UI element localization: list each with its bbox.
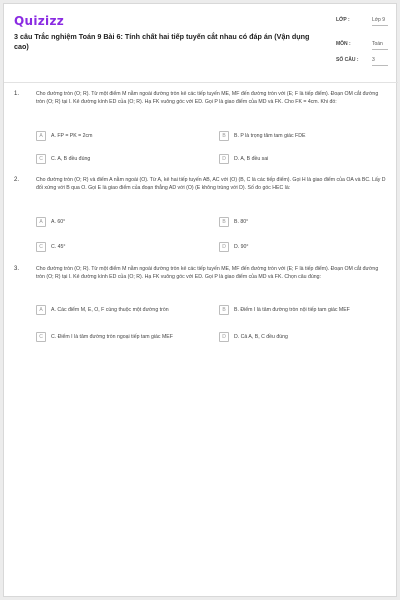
option-b[interactable] [219, 215, 384, 229]
quizizz-logo: Quizizz [14, 14, 65, 28]
class-label: LỚP : [336, 17, 350, 23]
option-d[interactable] [219, 152, 384, 166]
count-value: 3 [372, 57, 388, 66]
question-text: Cho đường tròn (O; R) và điểm A nằm ngoài (O). Từ A, kẻ hai tiếp tuyến AB, AC với (O) (B, C là các tiếp điểm). Gọi H là giao điểm của OA và BC. Lấy D đối xứng với B qua O. Gọi E là giao điểm của đoạn thẳng AD với (O) (E không trùng với D). Số đo góc HEC là: [36, 177, 386, 191]
option-text: C. Điểm I là tâm đường tròn ngoại tiếp tam giác MEF [51, 333, 173, 340]
question-text: Cho đường tròn (O; R). Từ một điểm M nằm ngoài đường tròn kẻ các tiếp tuyến ME, MF đến đường tròn với (E; F là tiếp điểm). Đoạn OM cắt đường tròn (O; R) tại I. Kẻ đường kính ED của (O; R). Hạ FK vuông góc với ED. Gọi P là giao điểm của MD và FK. Chọn câu đúng: [36, 266, 379, 280]
option-text: A. FP = PK = 2cm [51, 132, 93, 139]
question-number: 2. [14, 177, 20, 183]
option-b[interactable] [219, 303, 391, 317]
option-box: C [36, 242, 46, 252]
option-a[interactable] [36, 215, 206, 229]
count-label: SỐ CÂU : [336, 57, 359, 63]
option-c[interactable] [36, 326, 216, 348]
option-box: B [219, 217, 229, 227]
option-box: A [36, 305, 46, 315]
header-divider [4, 82, 398, 83]
option-c[interactable] [36, 240, 206, 254]
question-text: Cho đường tròn (O; R). Từ một điểm M nằm ngoài đường tròn kẻ các tiếp tuyến ME, MF đến đường tròn với (E; F là tiếp điểm). Đoạn OM cắt đường tròn (O; R) tại I. Kẻ đường kính ED của (O; R). Hạ FK vuông góc với ED. Gọi P là giao điểm của MD và FK. Cho FK = 4cm. Khi đó: [36, 91, 379, 105]
option-text: B. P là trọng tâm tam giác FDE [234, 132, 306, 139]
option-text: D. 90° [234, 243, 249, 250]
option-c[interactable] [36, 152, 206, 166]
option-box: C [36, 332, 46, 342]
option-box: A [36, 131, 46, 141]
option-box: B [219, 305, 229, 315]
subject-row [336, 38, 388, 54]
option-a[interactable] [36, 129, 206, 143]
option-b[interactable] [219, 129, 384, 143]
option-d[interactable] [219, 240, 384, 254]
option-a[interactable] [36, 303, 216, 317]
worksheet-title: 3 câu Trắc nghiệm Toán 9 Bài 6: Tính chất hai tiếp tuyến cắt nhau có đáp án (Vận dụng cao) [14, 32, 310, 51]
option-box: D [219, 154, 229, 164]
option-text: A. 60° [51, 218, 66, 225]
option-text: D. Cả A, B, C đều đúng [234, 333, 288, 340]
option-text: C. A, B đều đúng [51, 155, 91, 162]
option-text: B. 80° [234, 218, 249, 225]
option-box: D [219, 242, 229, 252]
option-box: A [36, 217, 46, 227]
count-row [336, 54, 388, 70]
question-number: 3. [14, 266, 20, 272]
option-text: B. Điểm I là tâm đường tròn nội tiếp tam giác MEF [234, 306, 350, 313]
option-text: D. A, B đều sai [234, 155, 269, 162]
subject-label: MÔN : [336, 41, 351, 47]
option-text: A. Các điểm M, E, O, F cùng thuộc một đường tròn [51, 306, 169, 313]
question-number: 1. [14, 91, 20, 97]
option-d[interactable] [219, 330, 384, 344]
subject-value: Toán [372, 41, 388, 50]
worksheet-page [3, 3, 397, 597]
worksheet-header [14, 14, 388, 74]
class-value: Lớp 9 [372, 17, 388, 26]
option-box: D [219, 332, 229, 342]
class-row [336, 14, 388, 38]
option-text: C. 45° [51, 243, 66, 250]
worksheet-meta [336, 14, 388, 70]
option-box: C [36, 154, 46, 164]
option-box: B [219, 131, 229, 141]
